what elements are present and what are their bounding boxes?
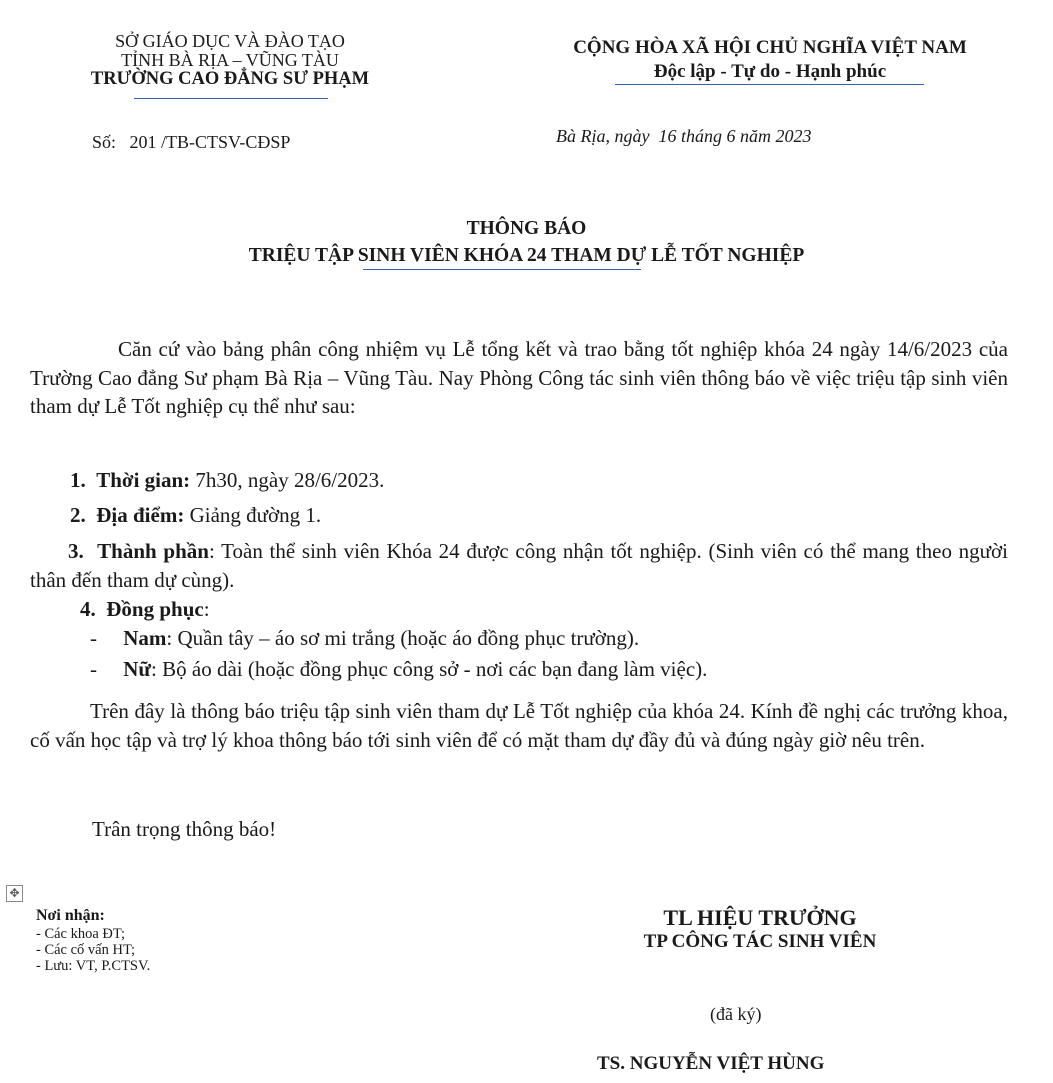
item-text: Giảng đường 1. — [184, 503, 322, 527]
item-label: Đồng phục — [106, 597, 204, 621]
document-number: Số: 201 /TB-CTSV-CĐSP — [92, 132, 291, 152]
national-motto: Độc lập - Tự do - Hạnh phúc — [653, 61, 887, 82]
bullet-dash: - — [90, 657, 97, 681]
item-text: : — [203, 597, 210, 621]
signer-authority: TL HIỆU TRƯỞNG — [663, 905, 857, 930]
issuer-department: SỞ GIÁO DỤC VÀ ĐÀO TẠO — [115, 31, 345, 51]
place-date: Bà Rịa, ngày 16 tháng 6 năm 2023 — [556, 126, 812, 146]
closing-paragraph: Trên đây là thông báo triệu tập sinh viên tham dự Lễ Tốt nghiệp của khóa 24. Kính đề nghị các trưởng khoa, cố vấn học tập và trợ lý khoa thông báo tới sinh viên để có mặt tham dự đầy đủ và đúng ngày giờ nêu trên. — [30, 699, 1008, 752]
uniform-text: : Bộ áo dài (hoặc đồng phục công sở - nơi các bạn đang làm việc). — [151, 657, 708, 681]
item-text: : Toàn thể sinh viên Khóa 24 được công nhận tốt nghiệp. (Sinh viên có thể mang theo người thân đến tham dự cùng). — [30, 539, 1008, 592]
issuer-school: TRƯỜNG CAO ĐẲNG SƯ PHẠM — [90, 69, 370, 89]
uniform-male — [90, 624, 639, 653]
signature-block — [560, 905, 960, 953]
item-number: 2. — [70, 503, 86, 527]
item-label: Thời gian: — [96, 468, 191, 492]
issuer-province: TỈNH BÀ RỊA – VŨNG TÀU — [121, 50, 339, 70]
recipients-block — [36, 906, 150, 974]
issuer-underline — [134, 98, 328, 99]
list-item-participants — [30, 537, 1008, 594]
list-item-time — [70, 466, 384, 495]
national-title: CỘNG HÒA XÃ HỘI CHỦ NGHĨA VIỆT NAM — [573, 37, 967, 58]
list-item-uniform — [80, 595, 210, 624]
issuer-block — [40, 32, 420, 89]
uniform-text: : Quần tây – áo sơ mi trắng (hoặc áo đồng phục trường). — [166, 626, 640, 650]
uniform-label: Nam — [123, 626, 167, 650]
title-line-2: TRIỆU TẬP SINH VIÊN KHÓA 24 THAM DỰ LỄ TỐT NGHIỆP — [248, 245, 805, 266]
item-text: 7h30, ngày 28/6/2023. — [190, 468, 385, 492]
document-title — [0, 215, 1053, 269]
intro-paragraph — [30, 335, 1008, 421]
recipient-item: - Các cố vấn HT; — [36, 942, 136, 958]
national-motto-block — [500, 36, 1040, 84]
title-line-1: THÔNG BÁO — [466, 218, 587, 239]
item-number: 1. — [70, 468, 86, 492]
title-underline — [363, 269, 641, 270]
uniform-label: Nữ — [123, 657, 152, 681]
item-label: Thành phần — [97, 539, 209, 563]
item-label: Địa điểm: — [96, 503, 185, 527]
list-item-place — [70, 501, 321, 530]
item-number: 3. — [68, 539, 84, 563]
recipient-item: - Lưu: VT, P.CTSV. — [36, 958, 151, 974]
bullet-dash: - — [90, 626, 97, 650]
recipient-item: - Các khoa ĐT; — [36, 926, 125, 942]
uniform-female — [90, 655, 707, 684]
signed-note: (đã ký) — [710, 1004, 762, 1024]
recipients-heading: Nơi nhận: — [36, 907, 105, 924]
signer-position: TP CÔNG TÁC SINH VIÊN — [643, 931, 877, 952]
motto-underline — [615, 84, 924, 85]
item-number: 4. — [80, 597, 96, 621]
signer-name: TS. NGUYỄN VIỆT HÙNG — [597, 1053, 825, 1074]
intro-text: Căn cứ vào bảng phân công nhiệm vụ Lễ tổng kết và trao bằng tốt nghiệp khóa 24 ngày 14/6/2023 của Trường Cao đẳng Sư phạm Bà Rịa – Vũng Tàu. Nay Phòng Công tác sinh viên thông báo về việc triệu tập sinh viên tham dự Lễ Tốt nghiệp cụ thể như sau: — [30, 337, 1008, 418]
move-handle-icon[interactable]: ✥ — [6, 885, 23, 902]
regards-line: Trân trọng thông báo! — [92, 817, 277, 841]
